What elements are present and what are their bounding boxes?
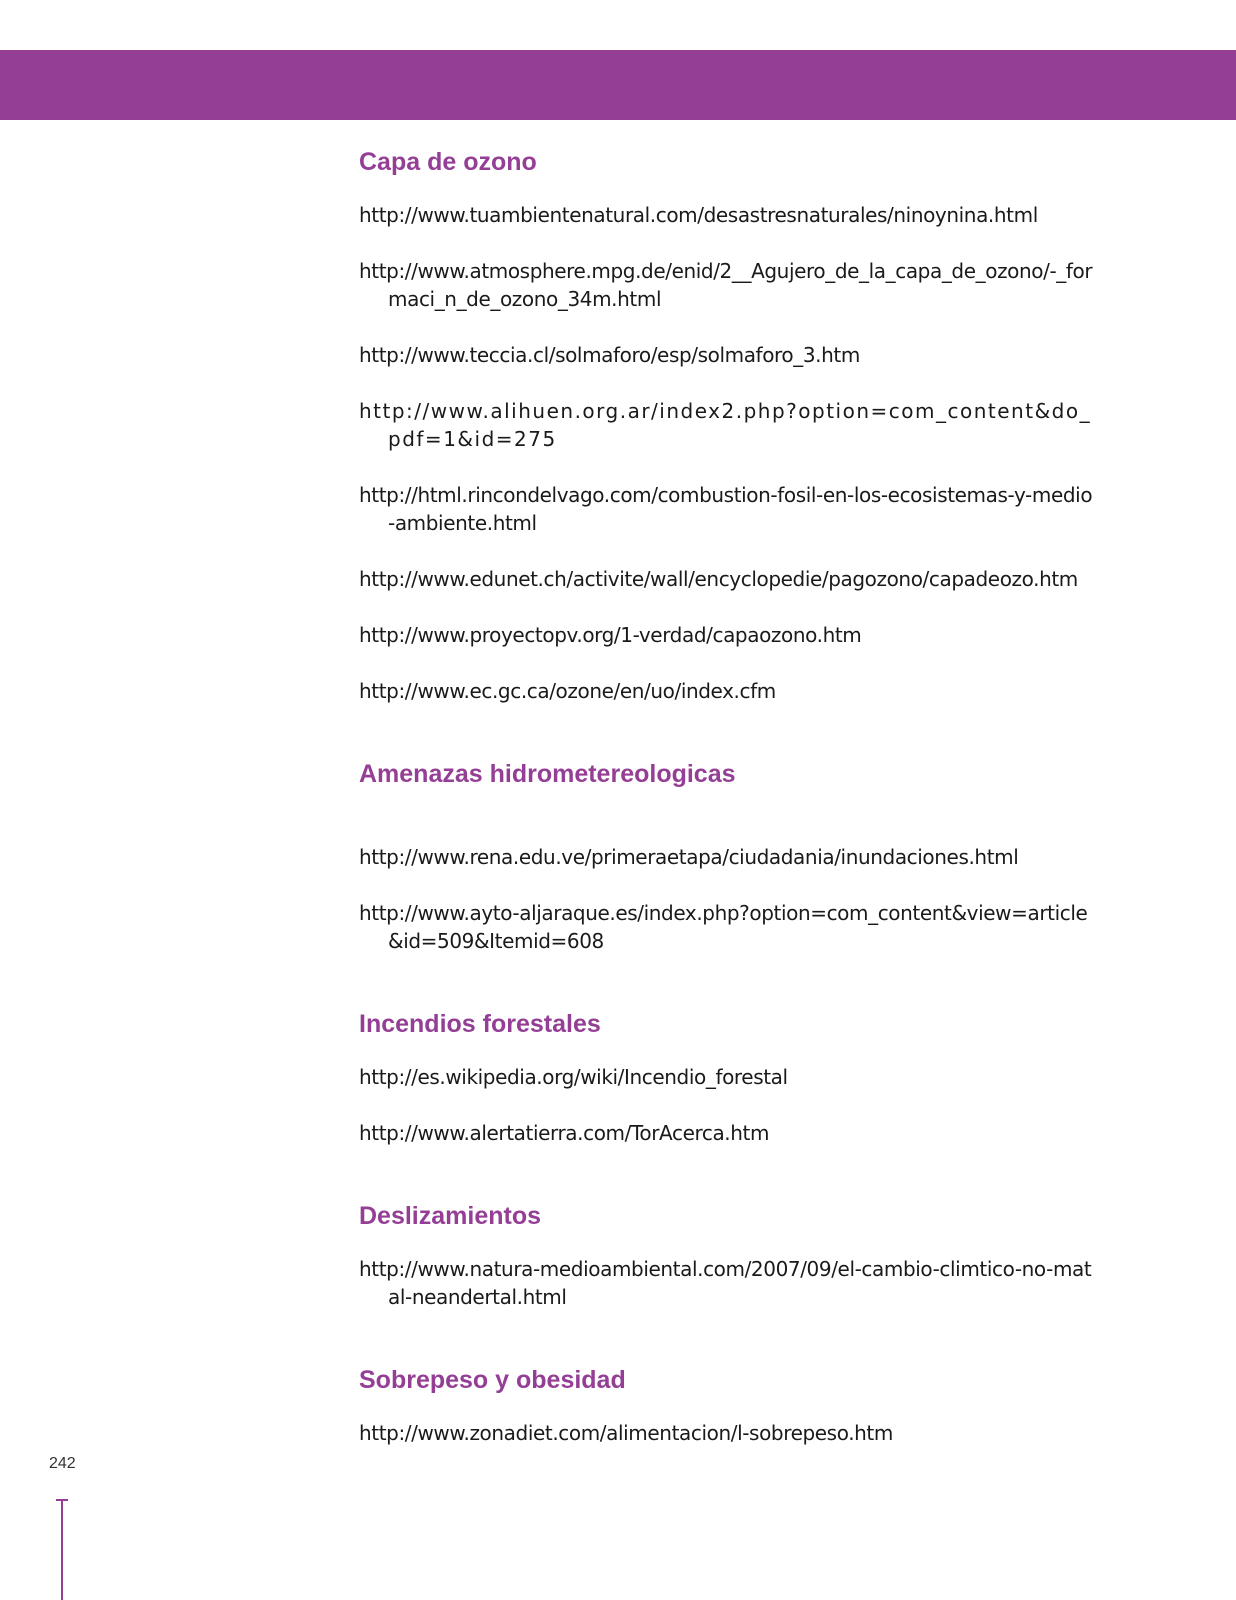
section-incendios-forestales	[359, 1007, 1099, 1147]
section-title: Sobrepeso y obesidad	[359, 1366, 626, 1394]
reference-link[interactable]: http://html.rincondelvago.com/combustion-fosil-en-los-ecosistemas-y-medio-ambiente.html	[359, 483, 1093, 535]
reference-link[interactable]: http://www.alihuen.org.ar/index2.php?option=com_content&do_pdf=1&id=275	[359, 399, 1092, 451]
section-title: Capa de ozono	[359, 148, 537, 176]
link-list	[359, 1419, 1099, 1447]
link-list	[359, 1063, 1099, 1147]
section-title: Incendios forestales	[359, 1010, 601, 1038]
reference-link[interactable]: http://www.teccia.cl/solmaforo/esp/solmaforo_3.htm	[359, 343, 860, 367]
section-capa-de-ozono	[359, 145, 1099, 705]
header-band	[0, 50, 1236, 120]
reference-link[interactable]: http://www.rena.edu.ve/primeraetapa/ciudadania/inundaciones.html	[359, 845, 1019, 869]
reference-link[interactable]: http://www.edunet.ch/activite/wall/encyclopedie/pagozono/capadeozo.htm	[359, 567, 1078, 591]
reference-link[interactable]: http://es.wikipedia.org/wiki/Incendio_forestal	[359, 1065, 788, 1089]
reference-link[interactable]: http://www.tuambientenatural.com/desastresnaturales/ninoynina.html	[359, 203, 1038, 227]
references-content	[359, 145, 1099, 1447]
reference-link[interactable]: http://www.ec.gc.ca/ozone/en/uo/index.cfm	[359, 679, 776, 703]
reference-link[interactable]: http://www.ayto-aljaraque.es/index.php?option=com_content&view=article&id=509&Itemid=608	[359, 901, 1088, 953]
reference-link[interactable]: http://www.natura-medioambiental.com/2007/09/el-cambio-climtico-no-matal-neandertal.html	[359, 1257, 1092, 1309]
section-title: Amenazas hidrometereologicas	[359, 760, 736, 788]
section-amenazas-hidrometereologicas	[359, 757, 1099, 955]
page-number: 242	[49, 1455, 76, 1472]
reference-link[interactable]: http://www.zonadiet.com/alimentacion/l-sobrepeso.htm	[359, 1421, 893, 1445]
section-title: Deslizamientos	[359, 1202, 542, 1230]
reference-link[interactable]: http://www.alertatierra.com/TorAcerca.htm	[359, 1121, 770, 1145]
reference-link[interactable]: http://www.atmosphere.mpg.de/enid/2__Agujero_de_la_capa_de_ozono/-_formaci_n_de_ozono_34m.html	[359, 259, 1093, 311]
margin-rule	[61, 1500, 63, 1600]
link-list	[359, 1255, 1099, 1311]
link-list	[359, 843, 1099, 955]
section-deslizamientos	[359, 1199, 1099, 1311]
reference-link[interactable]: http://www.proyectopv.org/1-verdad/capaozono.htm	[359, 623, 862, 647]
link-list	[359, 201, 1099, 705]
section-sobrepeso-y-obesidad	[359, 1363, 1099, 1447]
